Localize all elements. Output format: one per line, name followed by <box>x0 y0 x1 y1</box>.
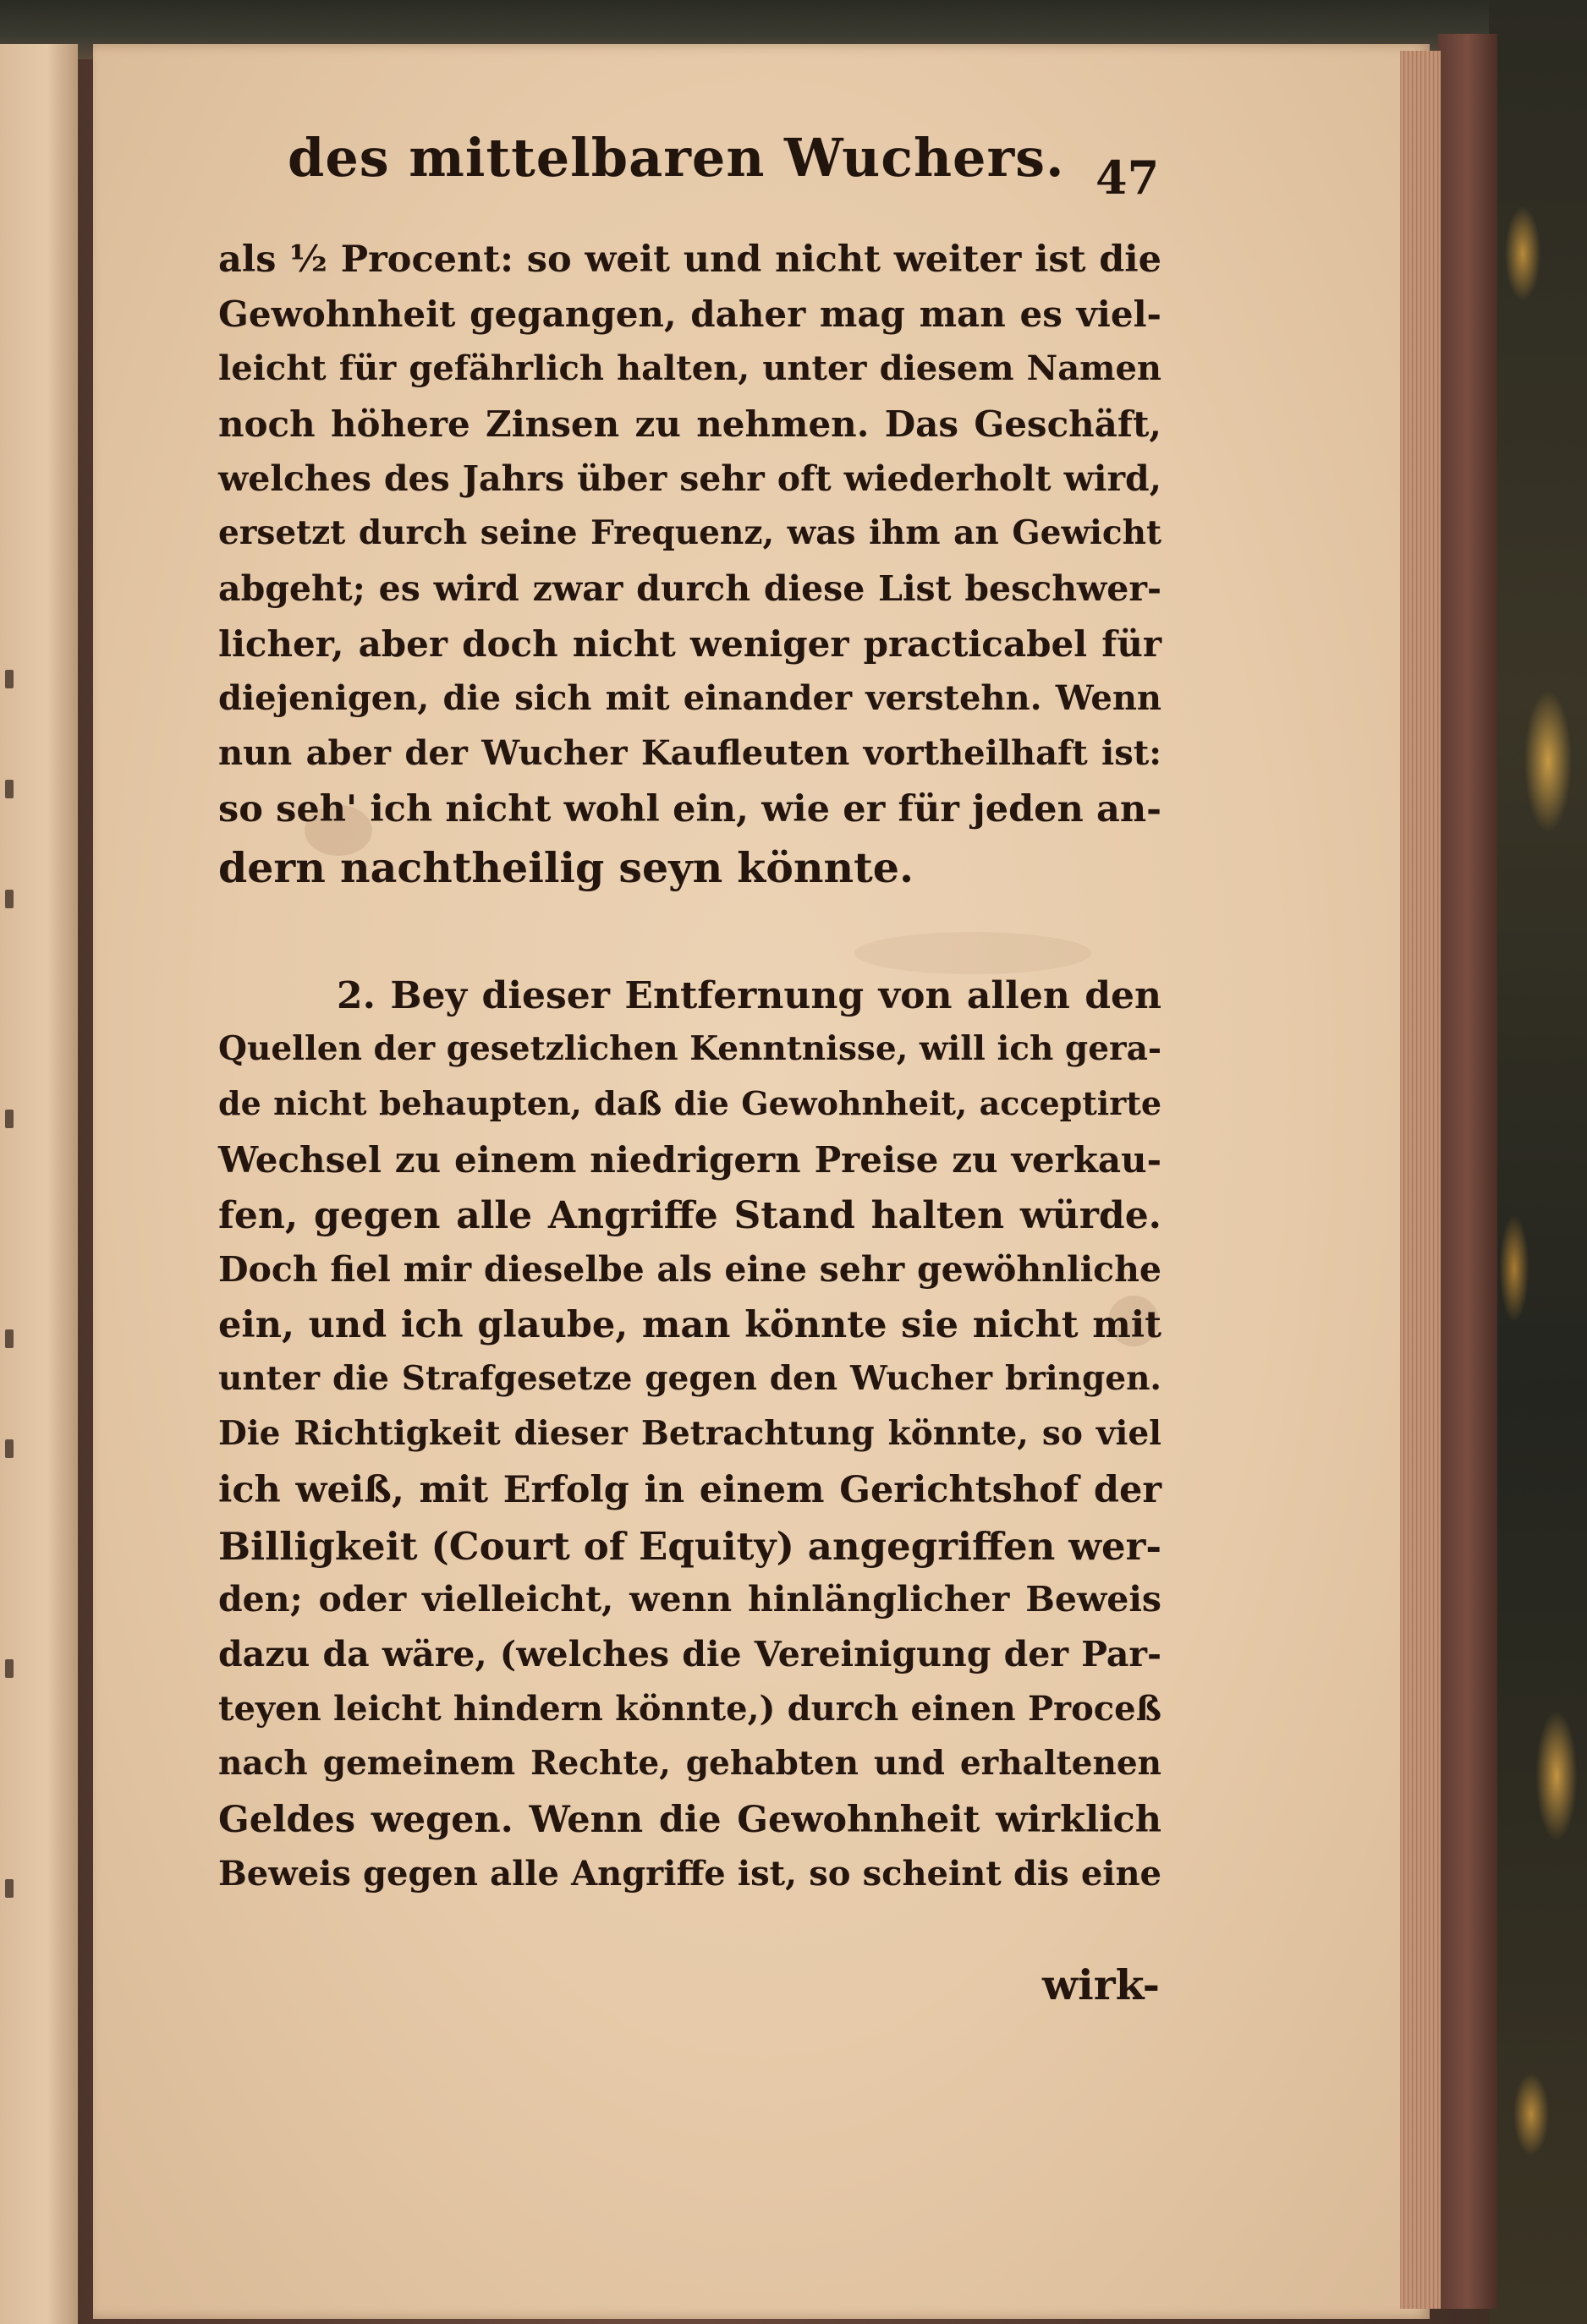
text-line: abgeht; es wird zwar durch diese List beschwer- <box>218 568 1161 609</box>
text-line: dern nachtheilig seyn könnte. <box>218 843 914 892</box>
text-line: 2. Bey dieser Entfernung von allen den <box>337 974 1161 1017</box>
facing-page-edge <box>0 44 78 2324</box>
text-line: teyen leicht hindern könnte,) durch einen Proceß <box>218 1689 1161 1729</box>
facing-page-letter-fragment <box>5 1659 14 1678</box>
facing-page-letter-fragment <box>5 780 14 798</box>
text-line: nun aber der Wucher Kaufleuten vortheilhaft ist: <box>218 733 1161 773</box>
text-line: diejenigen, die sich mit einander verstehn. Wenn <box>218 678 1161 718</box>
text-line: licher, aber doch nicht weniger practicabel für <box>218 623 1161 665</box>
text-line: ersetzt durch seine Frequenz, was ihm an Gewicht <box>218 513 1161 552</box>
facing-page-letter-fragment <box>5 670 14 688</box>
page-number: 47 <box>1096 151 1160 205</box>
text-line: de nicht behaupten, daß die Gewohnheit, acceptirte <box>218 1084 1161 1122</box>
text-line: Wechsel zu einem niedrigern Preise zu verkau- <box>218 1139 1161 1181</box>
catchword: wirk- <box>1042 1960 1160 2009</box>
facing-page-letter-fragment <box>5 1879 14 1898</box>
text-line: fen, gegen alle Angriffe Stand halten würde. <box>218 1194 1161 1237</box>
text-line: den; oder vielleicht, wenn hinlänglicher Beweis <box>218 1579 1161 1620</box>
text-line: ich weiß, mit Erfolg in einem Gerichtshof der <box>218 1469 1161 1511</box>
facing-page-letter-fragment <box>5 1329 14 1348</box>
text-line: ein, und ich glaube, man könnte sie nicht mit <box>218 1304 1161 1346</box>
text-line: dazu da wäre, (welches die Vereinigung der Par- <box>218 1634 1161 1674</box>
text-line: Die Richtigkeit dieser Betrachtung könnte, so viel <box>218 1414 1161 1453</box>
facing-page-letter-fragment <box>5 1110 14 1128</box>
text-line: Billigkeit (Court of Equity) angegriffen wer- <box>218 1524 1161 1569</box>
text-line: noch höhere Zinsen zu nehmen. Das Geschäft, <box>218 403 1161 445</box>
leather-spine-edge <box>1438 34 1497 2309</box>
text-line: Geldes wegen. Wenn die Gewohnheit wirklich <box>218 1799 1161 1841</box>
text-line: als ½ Procent: so weit und nicht weiter ist die <box>218 238 1161 281</box>
text-line: leicht für gefährlich halten, unter diesem Namen <box>218 348 1161 388</box>
text-line: Beweis gegen alle Angriffe ist, so scheint dis eine <box>218 1854 1161 1894</box>
facing-page-letter-fragment <box>5 890 14 908</box>
text-line: Gewohnheit gegangen, daher mag man es viel- <box>218 293 1161 335</box>
marbled-cover-board <box>1489 0 1587 2324</box>
text-line: Quellen der gesetzlichen Kenntnisse, will ich gera- <box>218 1029 1162 1068</box>
page-edges <box>1400 51 1441 2309</box>
text-line: unter die Strafgesetze gegen den Wucher bringen. <box>218 1359 1161 1398</box>
text-line: Doch fiel mir dieselbe als eine sehr gewöhnliche <box>218 1249 1161 1290</box>
facing-page-letter-fragment <box>5 1439 14 1458</box>
text-line: nach gemeinem Rechte, gehabten und erhaltenen <box>218 1744 1161 1783</box>
running-head: des mittelbaren Wuchers. <box>288 127 1065 189</box>
text-line: so seh' ich nicht wohl ein, wie er für jeden an- <box>218 788 1161 830</box>
text-line: welches des Jahrs über sehr oft wiederholt wird, <box>218 458 1161 499</box>
paper-stain <box>854 932 1091 974</box>
